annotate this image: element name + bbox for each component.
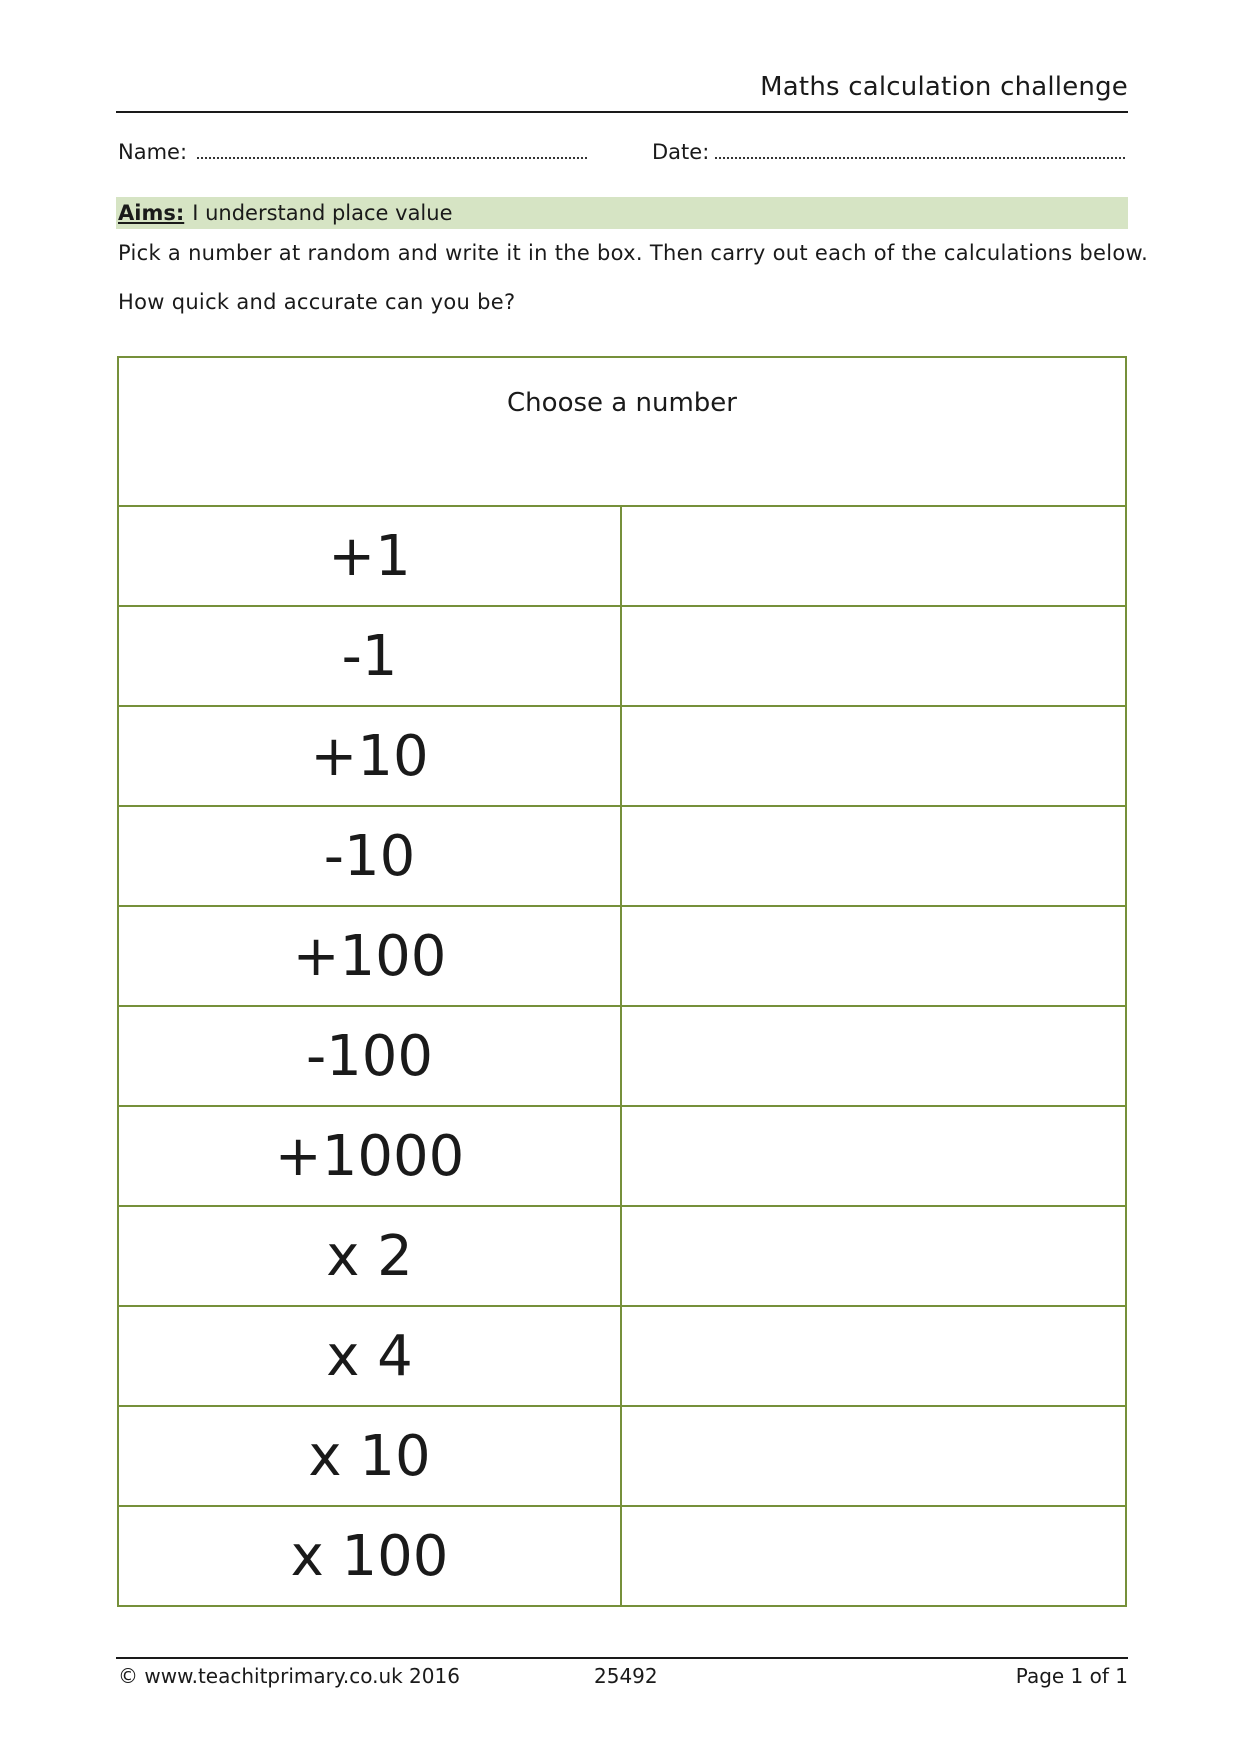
date-write-line[interactable] (715, 139, 1125, 159)
name-label: Name: (118, 140, 188, 164)
footer-page-number: Page 1 of 1 (1015, 1664, 1128, 1688)
operation-cell: -1 (119, 607, 622, 705)
footer-code: 25492 (594, 1664, 658, 1688)
operation-cell: +1 (119, 507, 622, 605)
table-row (119, 1007, 1125, 1107)
table-row (119, 1507, 1125, 1605)
date-label: Date: (652, 140, 710, 164)
footer-divider (116, 1657, 1128, 1659)
calculation-table (117, 356, 1127, 1607)
answer-cell[interactable] (622, 607, 1125, 705)
footer-copyright: © www.teachitprimary.co.uk 2016 (118, 1664, 460, 1688)
table-row (119, 1107, 1125, 1207)
instruction-line: How quick and accurate can you be? (118, 290, 516, 314)
answer-cell[interactable] (622, 1007, 1125, 1105)
header-divider (116, 111, 1128, 113)
choose-number-label: Choose a number (507, 388, 737, 418)
operation-cell: x 10 (119, 1407, 622, 1505)
answer-cell[interactable] (622, 1107, 1125, 1205)
operation-cell: x 2 (119, 1207, 622, 1305)
operation-cell: -10 (119, 807, 622, 905)
answer-cell[interactable] (622, 807, 1125, 905)
table-row (119, 907, 1125, 1007)
name-write-line[interactable] (197, 139, 587, 159)
table-row (119, 507, 1125, 607)
table-row (119, 807, 1125, 907)
answer-cell[interactable] (622, 1207, 1125, 1305)
answer-cell[interactable] (622, 1407, 1125, 1505)
table-row (119, 1407, 1125, 1507)
table-row (119, 1207, 1125, 1307)
table-row (119, 607, 1125, 707)
instruction-line: Pick a number at random and write it in the box. Then carry out each of the calculations below. (118, 241, 1149, 265)
operation-cell: +1000 (119, 1107, 622, 1205)
answer-cell[interactable] (622, 1507, 1125, 1605)
answer-cell[interactable] (622, 707, 1125, 805)
date-field (652, 139, 1125, 164)
answer-cell[interactable] (622, 1307, 1125, 1405)
operation-cell: x 100 (119, 1507, 622, 1605)
operation-cell: -100 (119, 1007, 622, 1105)
table-row (119, 1307, 1125, 1407)
choose-number-box[interactable] (119, 358, 1125, 507)
aims-text: I understand place value (192, 201, 453, 225)
answer-cell[interactable] (622, 907, 1125, 1005)
operation-cell: x 4 (119, 1307, 622, 1405)
table-row (119, 707, 1125, 807)
page-title: Maths calculation challenge (760, 72, 1128, 102)
operation-cell: +10 (119, 707, 622, 805)
aims-label: Aims: (118, 201, 185, 225)
answer-cell[interactable] (622, 507, 1125, 605)
aims-banner (116, 197, 1128, 229)
name-field (118, 139, 587, 164)
operation-cell: +100 (119, 907, 622, 1005)
